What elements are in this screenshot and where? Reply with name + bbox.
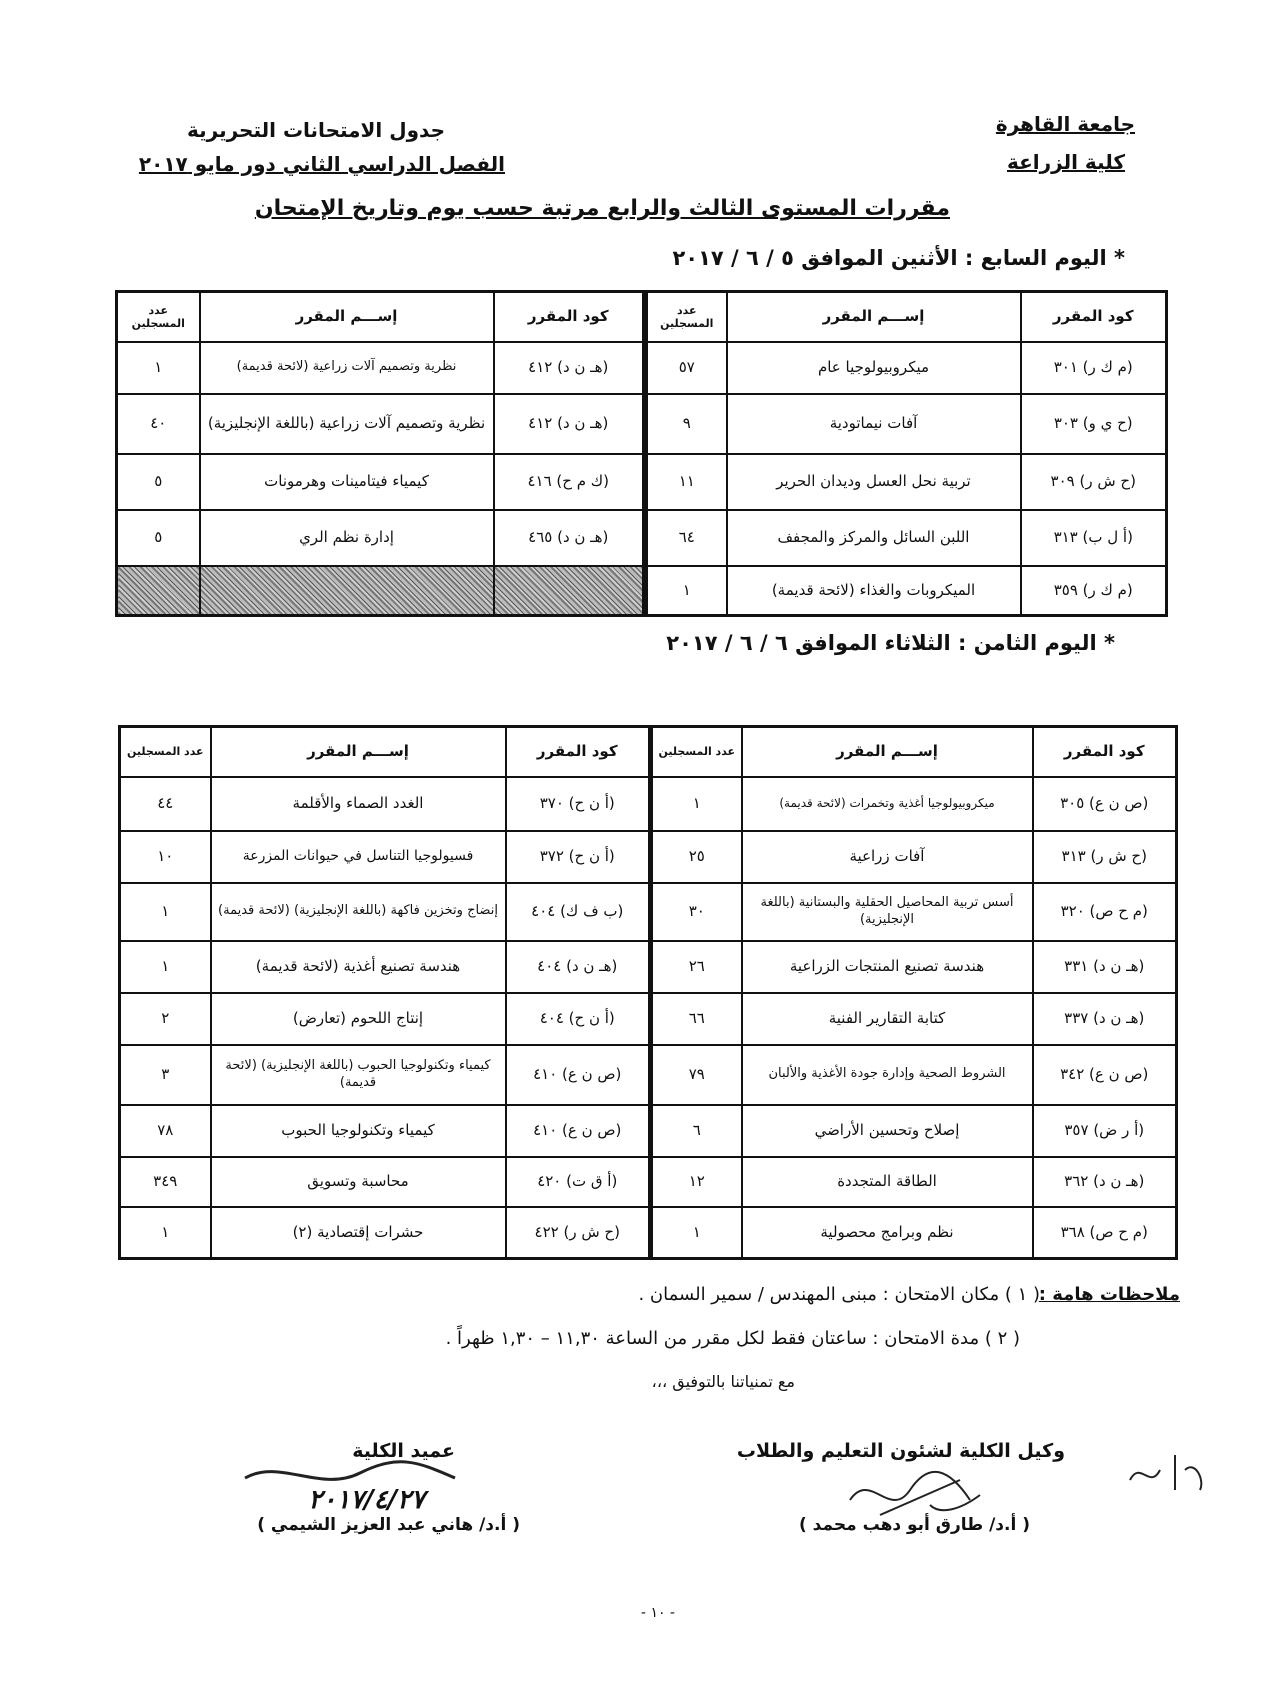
course-code: (أ ن ح) ٣٧٢ [506,831,650,883]
course-name: اللبن السائل والمركز والمجفف [727,510,1021,566]
table-row [652,1045,1177,1105]
enrolled-count: ١٢ [652,1157,742,1207]
course-code: (ح ش ر) ٣١٣ [1033,831,1177,883]
table-row [120,831,650,883]
course-code: (هـ ن د) ٤٠٤ [506,941,650,993]
course-name: كتابة التقارير الفنية [742,993,1033,1045]
day-seven-title: * اليوم السابع : الأثنين الموافق ٥ / ٦ / ٢٠١٧ [672,246,1125,270]
course-name: إصلاح وتحسين الأراضي [742,1105,1033,1157]
table-row [652,941,1177,993]
course-name: حشرات إقتصادية (٢) [211,1207,506,1259]
course-code: (ب ف ك) ٤٠٤ [506,883,650,941]
page-subtitle: مقررات المستوى الثالث والرابع مرتبة حسب يوم وتاريخ الإمتحان [254,196,950,221]
enrolled-count: ٢ [120,993,211,1045]
initials-mark [1120,1440,1210,1500]
dean-name: ( أ.د/ هاني عبد العزيز الشيمي ) [257,1515,520,1535]
vice-dean-name: ( أ.د/ طارق أبو دهب محمد ) [798,1515,1030,1535]
course-name: إنتاج اللحوم (تعارض) [211,993,506,1045]
table-row [647,394,1167,454]
table-row [120,1045,650,1105]
enrolled-count: ٦٦ [652,993,742,1045]
course-code: (م ح ص) ٣٦٨ [1033,1207,1177,1259]
day-eight-right-table [650,725,1178,1260]
table-row [652,993,1177,1045]
table-row [117,454,644,510]
column-name: إســـم المقرر [211,727,506,777]
table-row-shaded [117,566,644,616]
table-row [652,1207,1177,1259]
course-code: (أ ر ض) ٣٥٧ [1033,1105,1177,1157]
course-code: (هـ ن د) ٤٦٥ [494,510,644,566]
enrolled-count: ٣ [120,1045,211,1105]
course-code: (ص ن ع) ٤١٠ [506,1045,650,1105]
enrolled-count: ٩ [647,394,727,454]
course-code: (ح ش ر) ٣٠٩ [1021,454,1167,510]
course-code: (ح ي و) ٣٠٣ [1021,394,1167,454]
course-name: كيمياء وتكنولوجيا الحبوب (باللغة الإنجليزية) (لائحة قديمة) [211,1045,506,1105]
course-code: (أ ق ت) ٤٢٠ [506,1157,650,1207]
table-row [117,510,644,566]
course-name: فسيولوجيا التناسل في حيوانات المزرعة [211,831,506,883]
course-name: آفات زراعية [742,831,1033,883]
table-row [652,1105,1177,1157]
table-row [120,993,650,1045]
course-name: نظم وبرامج محصولية [742,1207,1033,1259]
column-count: عدد المسجلين [647,292,727,342]
table-row [120,941,650,993]
enrolled-count: ٣٤٩ [120,1157,211,1207]
course-code: (هـ ن د) ٤١٢ [494,342,644,394]
course-code [494,566,644,616]
course-code: (م ك ر) ٣٥٩ [1021,566,1167,616]
course-code: (ح ش ر) ٤٢٢ [506,1207,650,1259]
enrolled-count: ١١ [647,454,727,510]
table-row [652,831,1177,883]
enrolled-count: ١ [120,1207,211,1259]
enrolled-count: ٣٠ [652,883,742,941]
table-row [647,566,1167,616]
enrolled-count: ١ [652,1207,742,1259]
enrolled-count: ١ [117,342,200,394]
course-name: كيمياء فيتامينات وهرمونات [200,454,494,510]
course-code: (أ ن ح) ٣٧٠ [506,777,650,831]
enrolled-count: ٦٤ [647,510,727,566]
course-name: إنضاج وتخزين فاكهة (باللغة الإنجليزية) (لائحة قديمة) [211,883,506,941]
course-code: (هـ ن د) ٣٣١ [1033,941,1177,993]
semester-title: الفصل الدراسي الثاني دور مايو ٢٠١٧ [138,152,505,176]
table-row [117,342,644,394]
table-row [117,394,644,454]
course-name: أسس تربية المحاصيل الحقلية والبستانية (باللغة الإنجليزية) [742,883,1033,941]
enrolled-count: ٢٦ [652,941,742,993]
enrolled-count: ٢٥ [652,831,742,883]
dean-signature-date: ٢٠١٧/٤/٢٧ [308,1485,425,1515]
course-name: ميكروبيولوجيا أغذية وتخمرات (لائحة قديمة) [742,777,1033,831]
schedule-title: جدول الامتحانات التحريرية [187,118,445,142]
dean-title: عميد الكلية [352,1440,455,1462]
column-code: كود المقرر [1021,292,1167,342]
course-name: هندسة تصنيع المنتجات الزراعية [742,941,1033,993]
enrolled-count: ٧٨ [120,1105,211,1157]
course-name: آفات نيماتودية [727,394,1021,454]
vice-dean-title: وكيل الكلية لشئون التعليم والطلاب [736,1440,1065,1462]
day-eight-title: * اليوم الثامن : الثلاثاء الموافق ٦ / ٦ / ٢٠١٧ [666,631,1115,655]
note-exam-location: ( ١ ) مكان الامتحان : مبنى المهندس / سمير السمان . [638,1284,1040,1305]
enrolled-count: ٤٤ [120,777,211,831]
table-row [120,1157,650,1207]
enrolled-count: ٥٧ [647,342,727,394]
enrolled-count: ٦ [652,1105,742,1157]
course-name [200,566,494,616]
table-row [652,777,1177,831]
course-code: (م ك ر) ٣٠١ [1021,342,1167,394]
enrolled-count: ٤٠ [117,394,200,454]
table-row [647,510,1167,566]
course-name: هندسة تصنيع أغذية (لائحة قديمة) [211,941,506,993]
table-row [120,777,650,831]
enrolled-count: ١٠ [120,831,211,883]
course-code: (أ ن ح) ٤٠٤ [506,993,650,1045]
note-exam-duration: ( ٢ ) مدة الامتحان : ساعتان فقط لكل مقرر من الساعة ١١,٣٠ – ١,٣٠ ظهراً . [445,1328,1020,1349]
course-name: الطاقة المتجددة [742,1157,1033,1207]
enrolled-count: ٥ [117,510,200,566]
course-name: إدارة نظم الري [200,510,494,566]
column-code: كود المقرر [506,727,650,777]
course-code: (هـ ن د) ٣٦٢ [1033,1157,1177,1207]
course-name: كيمياء وتكنولوجيا الحبوب [211,1105,506,1157]
day-seven-right-table [645,290,1168,617]
column-count: عدد المسجلين [652,727,742,777]
course-name: الميكروبات والغذاء (لائحة قديمة) [727,566,1021,616]
enrolled-count: ١ [120,941,211,993]
faculty-name: كلية الزراعة [1006,150,1125,174]
course-code: (هـ ن د) ٤١٢ [494,394,644,454]
course-name: تربية نحل العسل وديدان الحرير [727,454,1021,510]
column-name: إســـم المقرر [200,292,494,342]
course-code: (أ ل ب) ٣١٣ [1021,510,1167,566]
table-row [652,1157,1177,1207]
column-code: كود المقرر [494,292,644,342]
course-name: الشروط الصحية وإدارة جودة الأغذية والألبان [742,1045,1033,1105]
table-row [647,342,1167,394]
course-code: (هـ ن د) ٣٣٧ [1033,993,1177,1045]
table-row [120,883,650,941]
table-row [647,454,1167,510]
enrolled-count: ٧٩ [652,1045,742,1105]
column-count: عدد المسجلين [117,292,200,342]
day-eight-left-table [118,725,651,1260]
column-code: كود المقرر [1033,727,1177,777]
day-seven-left-table [115,290,645,617]
column-name: إســـم المقرر [742,727,1033,777]
column-name: إســـم المقرر [727,292,1021,342]
enrolled-count: ١ [652,777,742,831]
course-name: نظرية وتصميم آلات زراعية (لائحة قديمة) [200,342,494,394]
table-row [120,1207,650,1259]
course-code: (ص ن ع) ٤١٠ [506,1105,650,1157]
table-row [652,883,1177,941]
course-code: (ص ن ع) ٣٠٥ [1033,777,1177,831]
course-name: نظرية وتصميم آلات زراعية (باللغة الإنجليزية) [200,394,494,454]
university-name: جامعة القاهرة [995,112,1135,136]
enrolled-count [117,566,200,616]
course-name: ميكروبيولوجيا عام [727,342,1021,394]
wishes-text: مع تمنياتنا بالتوفيق ،،، [651,1372,795,1391]
enrolled-count: ٥ [117,454,200,510]
column-count: عدد المسجلين [120,727,211,777]
page-number: - ١٠ - [640,1605,675,1621]
course-code: (ك م ح) ٤١٦ [494,454,644,510]
notes-label: ملاحظات هامة : [1038,1284,1180,1305]
course-name: محاسبة وتسويق [211,1157,506,1207]
course-code: (ص ن ع) ٣٤٢ [1033,1045,1177,1105]
course-name: الغدد الصماء والأقلمة [211,777,506,831]
enrolled-count: ١ [647,566,727,616]
enrolled-count: ١ [120,883,211,941]
course-code: (م ح ص) ٣٢٠ [1033,883,1177,941]
table-row [120,1105,650,1157]
